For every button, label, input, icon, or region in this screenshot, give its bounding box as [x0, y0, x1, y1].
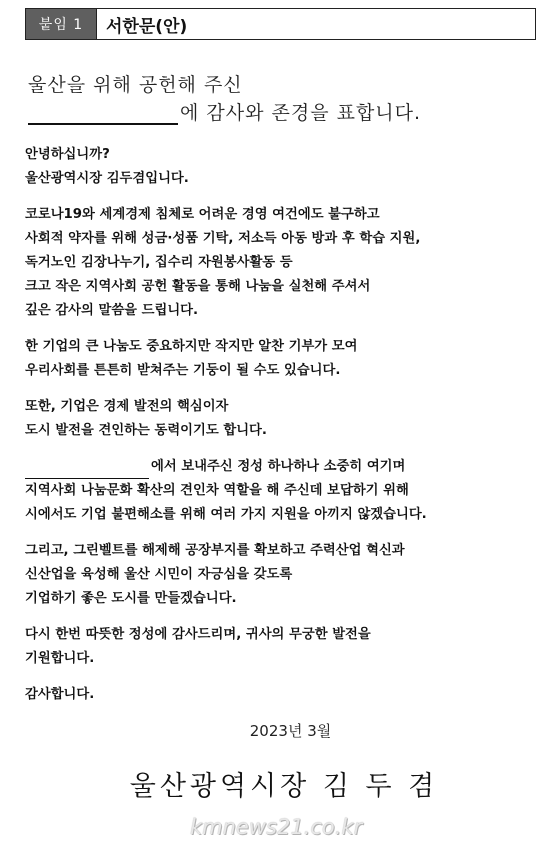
paragraph-greeting [25, 143, 535, 191]
headline-line-1: 울산을 위해 공헌해 주신 [28, 74, 243, 96]
body-line: 다시 한번 따뜻한 정성에 감사드리며, 귀사의 무궁한 발전을 [25, 627, 371, 642]
attachment-header [25, 8, 536, 40]
paragraph-closing [25, 623, 535, 671]
body-line: 시에서도 기업 불편해소를 위해 여러 가지 지원을 아끼지 않겠습니다. [25, 507, 427, 522]
body-line: 코로나19와 세계경제 침체로 어려운 경영 여건에도 불구하고 [25, 207, 380, 222]
paragraph-signoff [25, 683, 535, 707]
body-line: 또한, 기업은 경제 발전의 핵심이자 [25, 399, 229, 414]
body-line: 독거노인 김장나누기, 집수리 자원봉사활동 등 [25, 255, 293, 270]
body-line: 기업하기 좋은 도시를 만들겠습니다. [25, 591, 237, 606]
signature: 울산광역시장 김 두 겸 [129, 771, 439, 802]
recipient-blank [28, 105, 178, 125]
attachment-tag: 붙임 1 [26, 9, 97, 39]
paragraph-support [25, 455, 535, 527]
body-line-with-blank [25, 455, 535, 479]
letter-body [25, 143, 535, 719]
body-line: 우리사회를 튼튼히 받쳐주는 기둥이 될 수도 있습니다. [25, 363, 341, 378]
headline-line-2 [28, 98, 421, 125]
paragraph-thanks [25, 203, 535, 323]
body-line: 울산광역시장 김두겸입니다. [25, 171, 189, 186]
body-line: 도시 발전을 견인하는 동력이기도 합니다. [25, 423, 267, 438]
body-line: 기원합니다. [25, 651, 95, 666]
body-line: 안녕하십니까? [25, 147, 110, 162]
document-title: 서한문(안) [106, 16, 188, 37]
body-line: 사회적 약자를 위해 성금·성품 기탁, 저소득 아동 방과 후 학습 지원, [25, 231, 421, 246]
body-line: 크고 작은 지역사회 공헌 활동을 통해 나눔을 실천해 주셔서 [25, 279, 371, 294]
body-line: 에서 보내주신 정성 하나하나 소중히 여기며 [151, 459, 406, 474]
body-line: 신산업을 육성해 울산 시민이 자긍심을 갖도록 [25, 567, 293, 582]
letter-date: 2023년 3월 [249, 722, 332, 740]
body-line: 감사합니다. [25, 687, 95, 702]
body-line: 지역사회 나눔문화 확산의 견인차 역할을 해 주신데 보답하기 위해 [25, 483, 409, 498]
paragraph-economy [25, 395, 535, 443]
paragraph-donation [25, 335, 535, 383]
body-line: 한 기업의 큰 나눔도 중요하지만 작지만 알찬 기부가 모여 [25, 339, 358, 354]
headline-line-2-text: 에 감사와 존경을 표합니다. [180, 102, 422, 124]
body-line: 그리고, 그린벨트를 해제해 공장부지를 확보하고 주력산업 혁신과 [25, 543, 405, 558]
company-blank [25, 463, 149, 479]
body-line: 깊은 감사의 말씀을 드립니다. [25, 303, 199, 318]
watermark: kmnews21.co.kr [190, 815, 363, 839]
paragraph-greenbelt [25, 539, 535, 611]
